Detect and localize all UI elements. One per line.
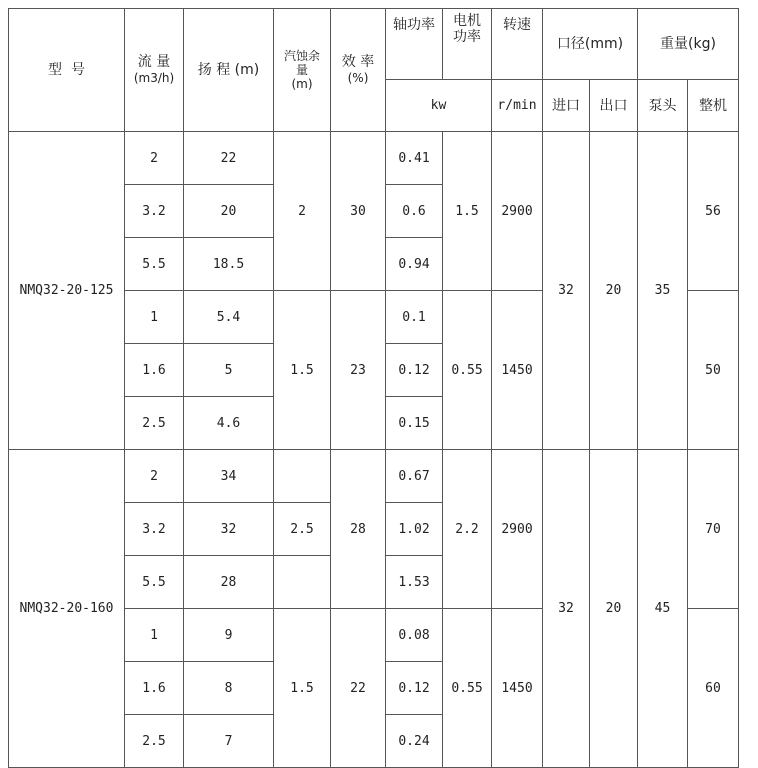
header-weight: 重量(kg) [638, 9, 739, 80]
head-cell: 28 [184, 556, 274, 609]
outlet-cell: 20 [590, 450, 638, 768]
flow-cell: 2.5 [125, 715, 184, 768]
table-row [9, 450, 739, 503]
flow-cell: 3.2 [125, 503, 184, 556]
shaft-power-cell: 1.53 [386, 556, 443, 609]
unit-weight-cell: 50 [688, 291, 739, 450]
npsh-cell: 1.5 [274, 291, 331, 450]
motor-power-cell: 2.2 [443, 450, 492, 609]
flow-cell: 1.6 [125, 662, 184, 715]
flow-cell: 1 [125, 291, 184, 344]
pump-weight-cell: 35 [638, 132, 688, 450]
speed-cell: 2900 [492, 132, 543, 291]
head-cell: 20 [184, 185, 274, 238]
header-motor-power [443, 9, 492, 80]
flow-cell: 5.5 [125, 238, 184, 291]
header-outlet: 出口 [590, 80, 638, 132]
flow-cell: 3.2 [125, 185, 184, 238]
outlet-cell: 20 [590, 132, 638, 450]
head-cell: 32 [184, 503, 274, 556]
header-eff-unit: (%) [347, 71, 369, 85]
npsh-cell: 2 [274, 132, 331, 291]
model-name: NMQ32-20-160 [9, 450, 125, 768]
unit-weight-cell: 56 [688, 132, 739, 291]
npsh-cell-empty [274, 556, 331, 609]
flow-cell: 1.6 [125, 344, 184, 397]
shaft-power-cell: 0.12 [386, 662, 443, 715]
flow-cell: 2 [125, 132, 184, 185]
head-cell: 5 [184, 344, 274, 397]
head-cell: 7 [184, 715, 274, 768]
head-cell: 18.5 [184, 238, 274, 291]
shaft-power-cell: 0.6 [386, 185, 443, 238]
head-cell: 8 [184, 662, 274, 715]
header-eff-label: 效 率 [341, 54, 375, 70]
header-flow-label: 流 量 [137, 54, 171, 70]
shaft-power-cell: 1.02 [386, 503, 443, 556]
efficiency-cell: 28 [331, 450, 386, 609]
header-flow [125, 9, 184, 132]
speed-cell: 2900 [492, 450, 543, 609]
npsh-cell: 2.5 [274, 503, 331, 556]
header-pump: 泵头 [638, 80, 688, 132]
npsh-cell: 1.5 [274, 609, 331, 768]
head-cell: 22 [184, 132, 274, 185]
head-cell: 4.6 [184, 397, 274, 450]
header-motor-line1: 电机 [453, 13, 481, 29]
header-diameter: 口径(mm) [543, 9, 638, 80]
header-npsh-unit: (m) [291, 77, 313, 91]
header-npsh-line1: 汽蚀余 [283, 49, 320, 63]
efficiency-cell: 30 [331, 132, 386, 291]
inlet-cell: 32 [543, 132, 590, 450]
npsh-cell-empty [274, 450, 331, 503]
inlet-cell: 32 [543, 450, 590, 768]
flow-cell: 1 [125, 609, 184, 662]
header-speed: 转速 [492, 9, 543, 80]
model-name: NMQ32-20-125 [9, 132, 125, 450]
shaft-power-cell: 0.12 [386, 344, 443, 397]
header-motor-line2: 功率 [453, 29, 481, 45]
header-head: 扬 程 (m) [184, 9, 274, 132]
shaft-power-cell: 0.1 [386, 291, 443, 344]
speed-cell: 1450 [492, 291, 543, 450]
header-npsh-line2: 量 [295, 63, 308, 77]
pump-spec-table [8, 8, 739, 768]
unit-weight-cell: 60 [688, 609, 739, 768]
head-cell: 9 [184, 609, 274, 662]
header-shaft-power: 轴功率 [386, 9, 443, 80]
header-power-unit: kw [386, 80, 492, 132]
unit-weight-cell: 70 [688, 450, 739, 609]
efficiency-cell: 22 [331, 609, 386, 768]
shaft-power-cell: 0.41 [386, 132, 443, 185]
header-flow-unit: (m3/h) [133, 71, 175, 85]
speed-cell: 1450 [492, 609, 543, 768]
shaft-power-cell: 0.24 [386, 715, 443, 768]
head-cell: 5.4 [184, 291, 274, 344]
shaft-power-cell: 0.15 [386, 397, 443, 450]
motor-power-cell: 0.55 [443, 291, 492, 450]
head-cell: 34 [184, 450, 274, 503]
shaft-power-cell: 0.67 [386, 450, 443, 503]
efficiency-cell: 23 [331, 291, 386, 450]
header-model: 型 号 [9, 9, 125, 132]
table-row [9, 132, 739, 185]
header-row-1 [9, 9, 739, 80]
flow-cell: 2 [125, 450, 184, 503]
motor-power-cell: 0.55 [443, 609, 492, 768]
flow-cell: 2.5 [125, 397, 184, 450]
header-efficiency [331, 9, 386, 132]
header-unit: 整机 [688, 80, 739, 132]
header-speed-unit: r/min [492, 80, 543, 132]
motor-power-cell: 1.5 [443, 132, 492, 291]
shaft-power-cell: 0.94 [386, 238, 443, 291]
shaft-power-cell: 0.08 [386, 609, 443, 662]
header-npsh [274, 9, 331, 132]
header-inlet: 进口 [543, 80, 590, 132]
pump-weight-cell: 45 [638, 450, 688, 768]
flow-cell: 5.5 [125, 556, 184, 609]
